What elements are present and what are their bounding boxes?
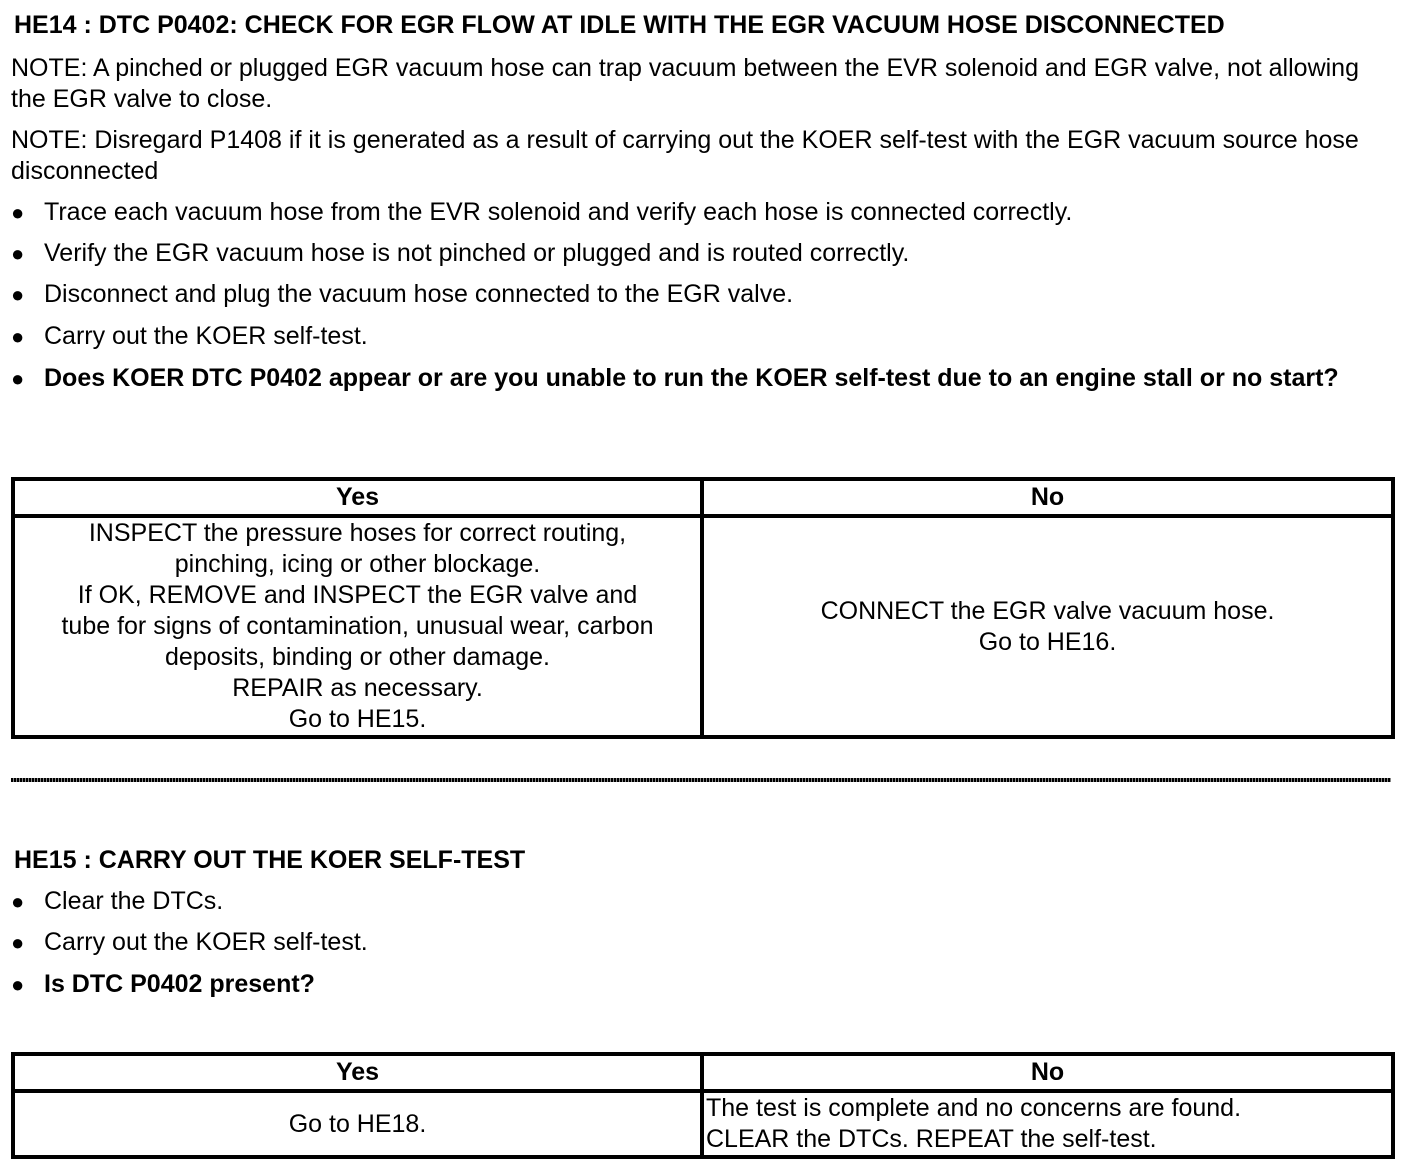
no-header: No: [702, 479, 1393, 516]
bullet-icon: ●: [11, 282, 25, 307]
yes-line: pinching, icing or other blockage.: [174, 550, 541, 578]
he15-step-clear-dtcs: [11, 886, 1396, 917]
he14-note-disregard-p1408: NOTE: Disregard P1408 if it is generated as a result of carrying out the KOER self-test with the EGR vacuum source hose disconnected: [11, 126, 1359, 185]
he14-step-koer-test: [11, 321, 1396, 352]
yes-cell: [13, 1091, 702, 1157]
he14-step-disconnect-plug: [11, 279, 1396, 310]
he14-step-verify-hose: [11, 238, 1396, 269]
question-text: Does KOER DTC P0402 appear or are you unable to run the KOER self-test due to an engine stall or no start?: [44, 364, 1339, 392]
bullet-icon: ●: [11, 241, 25, 266]
step-text: Trace each vacuum hose from the EVR solenoid and verify each hose is connected correctly.: [44, 198, 1073, 226]
yes-line: deposits, binding or other damage.: [165, 643, 550, 671]
he14-decision-table: [11, 477, 1395, 739]
bullet-icon: ●: [11, 889, 25, 914]
section-divider: [11, 778, 1391, 782]
no-line: CLEAR the DTCs. REPEAT the self-test.: [706, 1125, 1157, 1153]
yes-line: Go to HE15.: [288, 705, 427, 733]
he15-question: [11, 969, 1396, 1000]
he14-question: [11, 363, 1396, 394]
yes-line: If OK, REMOVE and INSPECT the EGR valve and: [77, 581, 638, 609]
step-text: Carry out the KOER self-test.: [44, 928, 368, 956]
step-text: Verify the EGR vacuum hose is not pinched or plugged and is routed correctly.: [44, 239, 910, 267]
no-line: CONNECT the EGR valve vacuum hose.: [820, 596, 1275, 625]
table-header-row: [13, 479, 1393, 516]
table-row: [13, 1091, 1393, 1157]
he15-step-koer-test: [11, 927, 1396, 958]
question-text: Is DTC P0402 present?: [44, 970, 315, 998]
yes-header: Yes: [13, 479, 702, 516]
table-row: [13, 516, 1393, 737]
he15-heading: HE15 : CARRY OUT THE KOER SELF-TEST: [14, 846, 526, 874]
no-line: The test is complete and no concerns are found.: [706, 1094, 1242, 1122]
yes-line: tube for signs of contamination, unusual wear, carbon: [61, 612, 654, 640]
bullet-icon: ●: [11, 930, 25, 955]
yes-header: Yes: [13, 1054, 702, 1091]
he14-note-pinched-hose: NOTE: A pinched or plugged EGR vacuum hose can trap vacuum between the EVR solenoid and EGR valve, not allowing the EGR valve to close.: [11, 54, 1359, 113]
step-text: Clear the DTCs.: [44, 887, 224, 915]
bullet-icon: ●: [11, 972, 25, 997]
he14-heading: HE14 : DTC P0402: CHECK FOR EGR FLOW AT IDLE WITH THE EGR VACUUM HOSE DISCONNECTED: [14, 11, 1225, 39]
no-cell: [702, 516, 1393, 737]
no-line: Go to HE16.: [978, 627, 1117, 656]
yes-line: Go to HE18.: [288, 1109, 427, 1138]
yes-cell: [13, 516, 702, 737]
bullet-icon: ●: [11, 324, 25, 349]
he14-step-trace-hoses: [11, 197, 1396, 228]
step-text: Disconnect and plug the vacuum hose connected to the EGR valve.: [44, 280, 794, 308]
no-cell: [702, 1091, 1393, 1157]
table-header-row: [13, 1054, 1393, 1091]
no-header: No: [702, 1054, 1393, 1091]
yes-line: REPAIR as necessary.: [232, 674, 483, 702]
step-text: Carry out the KOER self-test.: [44, 322, 368, 350]
bullet-icon: ●: [11, 200, 25, 225]
bullet-icon: ●: [11, 366, 25, 391]
yes-line: INSPECT the pressure hoses for correct routing,: [88, 519, 627, 547]
he15-decision-table: [11, 1052, 1395, 1159]
